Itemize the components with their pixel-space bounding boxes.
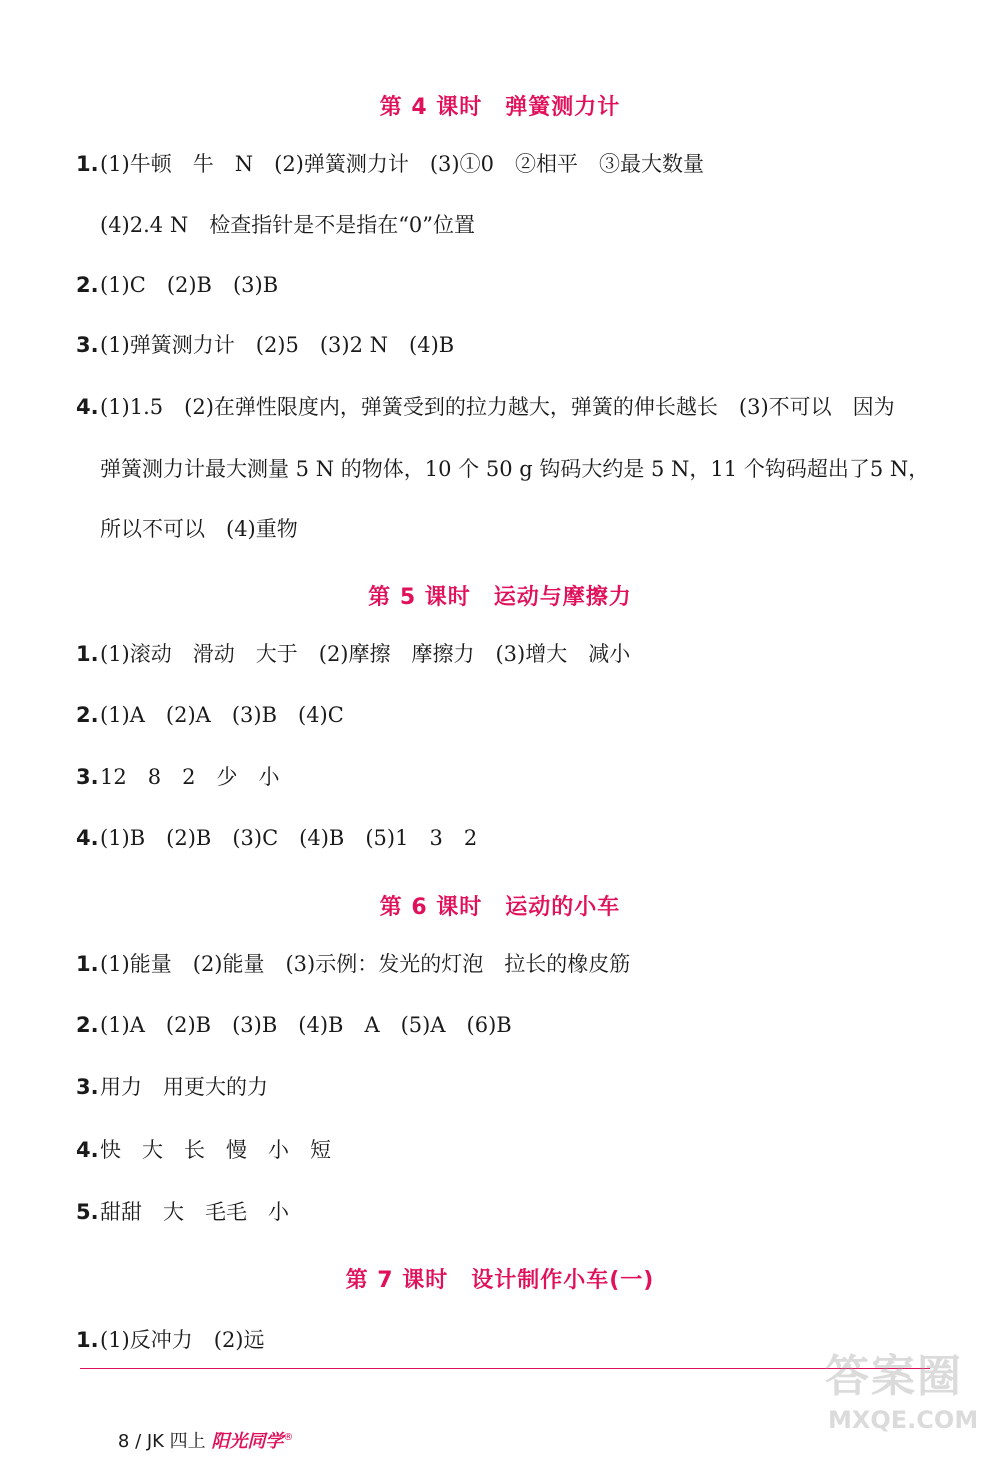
answer-line <box>76 701 344 729</box>
answer-text: (1)滚动 滑动 大于 (2)摩擦 摩擦力 (3)增大 减小 <box>100 642 631 666</box>
answer-line <box>76 1011 512 1039</box>
question-number: 2. <box>76 703 99 727</box>
question-number: 3. <box>76 333 99 357</box>
answer-text: 用力 用更大的力 <box>100 1075 268 1099</box>
answer-text: 所以不可以 (4)重物 <box>100 517 298 541</box>
answer-text: (1)A (2)A (3)B (4)C <box>100 703 344 727</box>
answer-text: (1)能量 (2)能量 (3)示例：发光的灯泡 拉长的橡皮筋 <box>100 952 631 976</box>
answer-line-continued <box>100 211 475 239</box>
answer-text: (4)2.4 N 检查指针是不是指在“0”位置 <box>100 213 476 237</box>
watermark-url-text: MXQE.COM <box>828 1406 979 1434</box>
answer-text: (1)1.5 (2)在弹性限度内，弹簧受到的拉力越大，弹簧的伸长越长 (3)不可以 因为 <box>100 395 895 419</box>
watermark-logo-text: 答案圈 <box>825 1351 963 1402</box>
answer-text: 弹簧测力计最大测量 5 N 的物体，10 个 50 g 钩码大约是 5 N，11 个钩码超出了5 N， <box>100 457 930 481</box>
answer-text: (1)C (2)B (3)B <box>100 273 279 297</box>
answer-line <box>76 271 278 299</box>
answer-line <box>76 1326 265 1354</box>
answer-text: (1)A (2)B (3)B (4)B A (5)A (6)B <box>100 1013 512 1037</box>
question-number: 2. <box>76 1013 99 1037</box>
answer-text: 快 大 长 慢 小 短 <box>100 1138 331 1162</box>
question-number: 2. <box>76 273 99 297</box>
brand-logo: 阳光同学 <box>211 1431 284 1452</box>
watermark <box>820 1340 995 1440</box>
answer-line-continued <box>100 515 298 543</box>
section-heading-lesson-6: 第 6 课时 运动的小车 <box>379 895 621 920</box>
question-number: 3. <box>76 765 99 789</box>
section-heading-lesson-7: 第 7 课时 设计制作小车(一) <box>345 1268 655 1293</box>
section-heading-lesson-4: 第 4 课时 弹簧测力计 <box>379 95 621 120</box>
question-number: 1. <box>76 642 99 666</box>
answer-line <box>76 331 454 359</box>
answer-text: (1)弹簧测力计 (2)5 (3)2 N (4)B <box>100 333 455 357</box>
answer-line <box>76 1136 331 1164</box>
answer-line <box>76 950 630 978</box>
answer-text: (1)B (2)B (3)C (4)B (5)1 3 2 <box>100 826 478 850</box>
answer-line <box>76 763 279 791</box>
answer-line <box>76 640 630 668</box>
answer-line-continued <box>100 455 929 483</box>
question-number: 1. <box>76 952 99 976</box>
section-heading-lesson-5: 第 5 课时 运动与摩擦力 <box>368 585 632 610</box>
question-number: 1. <box>76 152 99 176</box>
question-number: 3. <box>76 1075 99 1099</box>
footer-divider <box>80 1368 930 1369</box>
page-label: 8 / JK 四上 <box>117 1431 206 1452</box>
page-footer <box>95 1406 293 1474</box>
answer-text: 甜甜 大 毛毛 小 <box>100 1200 289 1224</box>
answer-line <box>76 1073 268 1101</box>
registered-mark: ® <box>283 1432 294 1443</box>
question-number: 4. <box>76 395 99 419</box>
answer-line <box>76 1198 289 1226</box>
answer-line <box>76 824 477 852</box>
question-number: 4. <box>76 826 99 850</box>
answer-text: (1)牛顿 牛 N (2)弹簧测力计 (3)①0 ②相平 ③最大数量 <box>100 152 704 176</box>
question-number: 1. <box>76 1328 99 1352</box>
answer-line <box>76 393 895 421</box>
question-number: 5. <box>76 1200 99 1224</box>
answer-text: (1)反冲力 (2)远 <box>100 1328 265 1352</box>
answer-line <box>76 150 704 178</box>
question-number: 4. <box>76 1138 99 1162</box>
answer-text: 12 8 2 少 小 <box>100 765 280 789</box>
